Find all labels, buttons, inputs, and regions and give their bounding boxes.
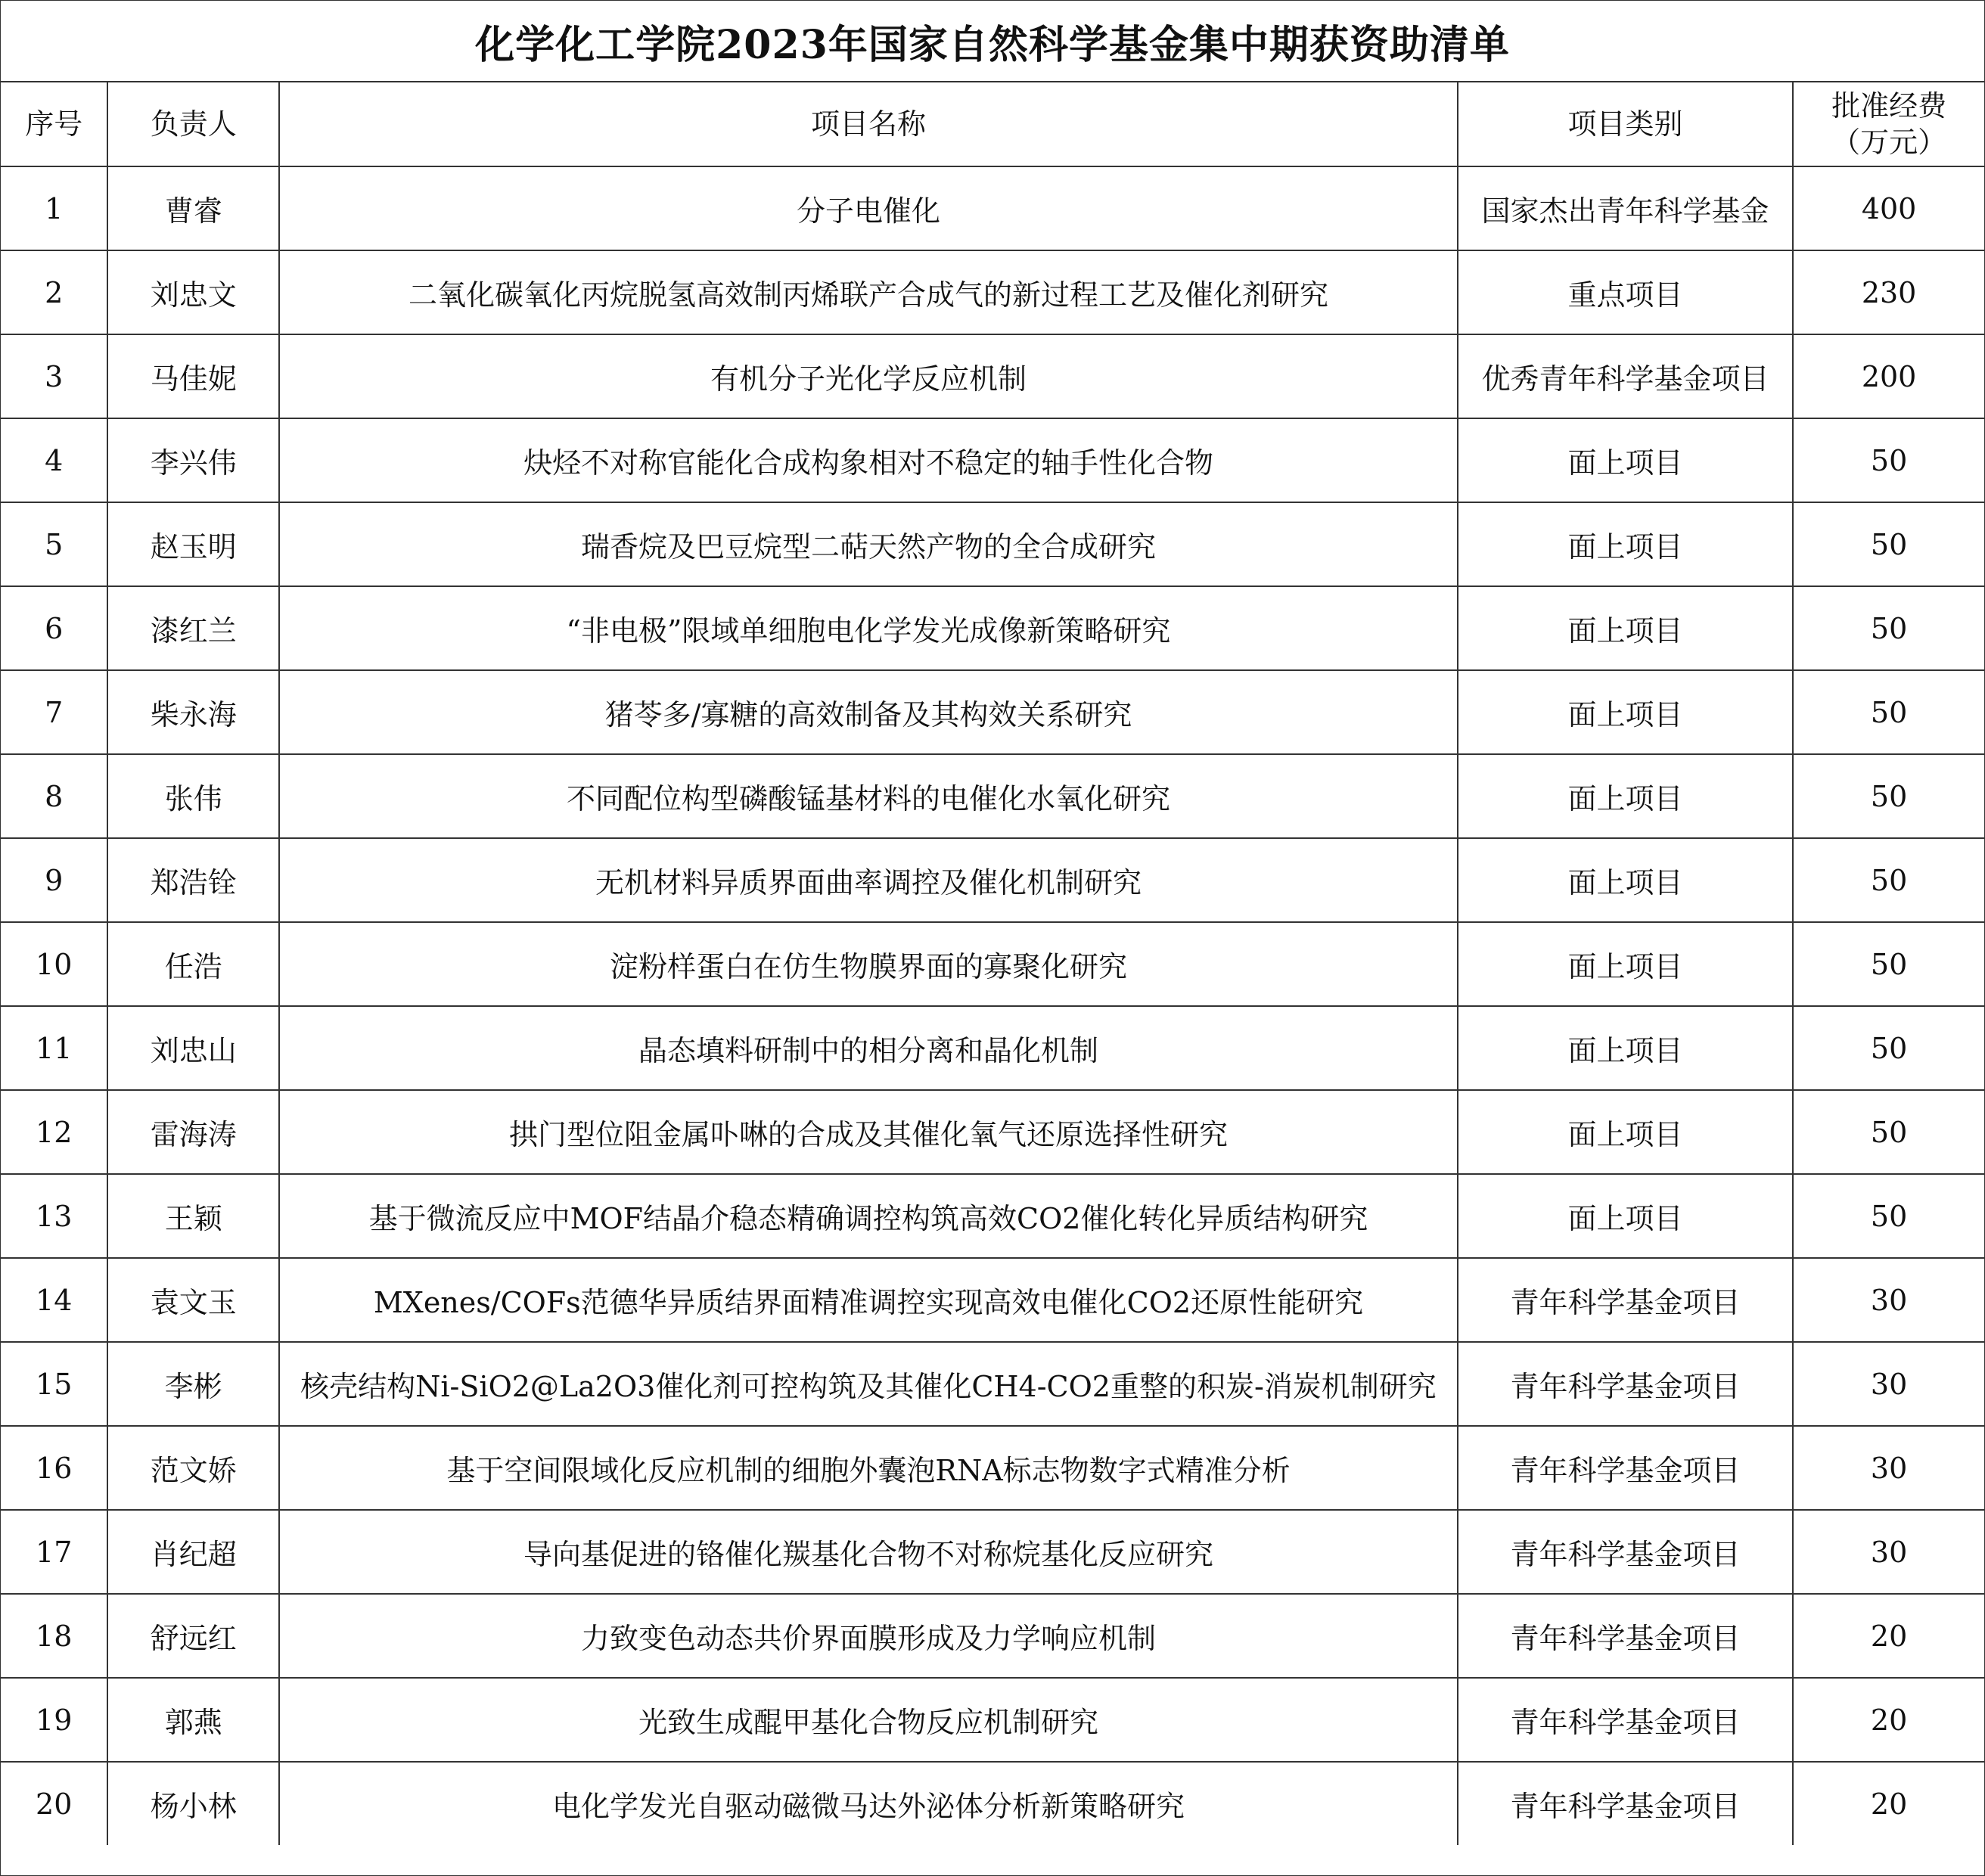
cell-category: 青年科学基金项目 [1458, 1342, 1793, 1426]
cell-project-name: 导向基促进的铬催化羰基化合物不对称烷基化反应研究 [279, 1510, 1458, 1594]
cell-fund: 20 [1793, 1594, 1984, 1678]
table-row [1, 1594, 1984, 1678]
cell-person: 李彬 [107, 1342, 279, 1426]
cell-fund: 30 [1793, 1510, 1984, 1594]
cell-no: 9 [1, 838, 107, 922]
cell-person: 袁文玉 [107, 1258, 279, 1342]
cell-person: 郭燕 [107, 1678, 279, 1762]
cell-no: 8 [1, 754, 107, 838]
table-row [1, 922, 1984, 1006]
cell-fund: 50 [1793, 1006, 1984, 1090]
cell-category: 面上项目 [1458, 586, 1793, 670]
cell-project-name: 炔烃不对称官能化合成构象相对不稳定的轴手性化合物 [279, 418, 1458, 502]
cell-category: 面上项目 [1458, 922, 1793, 1006]
cell-fund: 50 [1793, 838, 1984, 922]
cell-no: 12 [1, 1090, 107, 1174]
cell-fund: 30 [1793, 1258, 1984, 1342]
cell-project-name: MXenes/COFs范德华异质结界面精准调控实现高效电催化CO2还原性能研究 [279, 1258, 1458, 1342]
cell-project-name: 有机分子光化学反应机制 [279, 334, 1458, 418]
cell-project-name: 淀粉样蛋白在仿生物膜界面的寡聚化研究 [279, 922, 1458, 1006]
table-row [1, 1174, 1984, 1258]
cell-no: 11 [1, 1006, 107, 1090]
cell-fund: 400 [1793, 166, 1984, 250]
cell-no: 17 [1, 1510, 107, 1594]
cell-person: 舒远红 [107, 1594, 279, 1678]
cell-category: 面上项目 [1458, 838, 1793, 922]
table-row [1, 166, 1984, 250]
cell-person: 马佳妮 [107, 334, 279, 418]
table-row [1, 838, 1984, 922]
cell-no: 16 [1, 1426, 107, 1510]
cell-project-name: 核壳结构Ni-SiO2@La2O3催化剂可控构筑及其催化CH4-CO2重整的积炭-消炭机制研究 [279, 1342, 1458, 1426]
cell-category: 面上项目 [1458, 1174, 1793, 1258]
table-row [1, 1258, 1984, 1342]
cell-project-name: 基于空间限域化反应机制的细胞外囊泡RNA标志物数字式精准分析 [279, 1426, 1458, 1510]
cell-fund: 50 [1793, 754, 1984, 838]
table-body [1, 166, 1984, 1845]
header-category: 项目类别 [1458, 82, 1793, 166]
cell-no: 1 [1, 166, 107, 250]
cell-category: 青年科学基金项目 [1458, 1762, 1793, 1845]
cell-fund: 50 [1793, 922, 1984, 1006]
table-row [1, 1342, 1984, 1426]
cell-fund: 200 [1793, 334, 1984, 418]
table-row [1, 1678, 1984, 1762]
cell-category: 面上项目 [1458, 1006, 1793, 1090]
cell-project-name: 晶态填料研制中的相分离和晶化机制 [279, 1006, 1458, 1090]
cell-no: 13 [1, 1174, 107, 1258]
table-row [1, 250, 1984, 334]
cell-person: 张伟 [107, 754, 279, 838]
table-row [1, 1426, 1984, 1510]
cell-no: 2 [1, 250, 107, 334]
cell-no: 7 [1, 670, 107, 754]
cell-no: 19 [1, 1678, 107, 1762]
cell-person: 李兴伟 [107, 418, 279, 502]
cell-fund: 50 [1793, 502, 1984, 586]
cell-no: 10 [1, 922, 107, 1006]
cell-fund: 30 [1793, 1426, 1984, 1510]
cell-no: 20 [1, 1762, 107, 1845]
cell-fund: 230 [1793, 250, 1984, 334]
cell-category: 面上项目 [1458, 418, 1793, 502]
table-row [1, 418, 1984, 502]
header-fund [1793, 82, 1984, 166]
cell-project-name: 光致生成醌甲基化合物反应机制研究 [279, 1678, 1458, 1762]
cell-no: 5 [1, 502, 107, 586]
cell-category: 面上项目 [1458, 754, 1793, 838]
cell-person: 雷海涛 [107, 1090, 279, 1174]
cell-category: 青年科学基金项目 [1458, 1510, 1793, 1594]
cell-category: 国家杰出青年科学基金 [1458, 166, 1793, 250]
cell-person: 柴永海 [107, 670, 279, 754]
cell-project-name: 不同配位构型磷酸锰基材料的电催化水氧化研究 [279, 754, 1458, 838]
cell-person: 刘忠山 [107, 1006, 279, 1090]
header-fund-unit: （万元） [1831, 126, 1947, 159]
cell-category: 面上项目 [1458, 502, 1793, 586]
cell-person: 王颖 [107, 1174, 279, 1258]
table-row [1, 1510, 1984, 1594]
cell-project-name: 瑞香烷及巴豆烷型二萜天然产物的全合成研究 [279, 502, 1458, 586]
header-person: 负责人 [107, 82, 279, 166]
cell-project-name: 二氧化碳氧化丙烷脱氢高效制丙烯联产合成气的新过程工艺及催化剂研究 [279, 250, 1458, 334]
cell-category: 面上项目 [1458, 670, 1793, 754]
funding-table [1, 82, 1984, 1845]
cell-project-name: “非电极”限域单细胞电化学发光成像新策略研究 [279, 586, 1458, 670]
cell-fund: 30 [1793, 1342, 1984, 1426]
cell-project-name: 猪苓多/寡糖的高效制备及其构效关系研究 [279, 670, 1458, 754]
table-row [1, 502, 1984, 586]
cell-person: 赵玉明 [107, 502, 279, 586]
cell-no: 3 [1, 334, 107, 418]
table-row [1, 1090, 1984, 1174]
cell-fund: 50 [1793, 418, 1984, 502]
cell-category: 面上项目 [1458, 1090, 1793, 1174]
cell-category: 青年科学基金项目 [1458, 1426, 1793, 1510]
header-fund-label: 批准经费 [1831, 89, 1947, 123]
cell-project-name: 分子电催化 [279, 166, 1458, 250]
cell-person: 曹睿 [107, 166, 279, 250]
cell-person: 范文娇 [107, 1426, 279, 1510]
cell-no: 18 [1, 1594, 107, 1678]
cell-project-name: 基于微流反应中MOF结晶介稳态精确调控构筑高效CO2催化转化异质结构研究 [279, 1174, 1458, 1258]
cell-project-name: 力致变色动态共价界面膜形成及力学响应机制 [279, 1594, 1458, 1678]
header-row [1, 82, 1984, 166]
page-title: 化学化工学院2023年国家自然科学基金集中期获资助清单 [1, 1, 1984, 82]
table-row [1, 670, 1984, 754]
cell-fund: 50 [1793, 586, 1984, 670]
cell-person: 杨小林 [107, 1762, 279, 1845]
cell-person: 漆红兰 [107, 586, 279, 670]
cell-person: 郑浩铨 [107, 838, 279, 922]
cell-project-name: 拱门型位阻金属卟啉的合成及其催化氧气还原选择性研究 [279, 1090, 1458, 1174]
cell-no: 15 [1, 1342, 107, 1426]
cell-project-name: 电化学发光自驱动磁微马达外泌体分析新策略研究 [279, 1762, 1458, 1845]
header-no: 序号 [1, 82, 107, 166]
cell-fund: 50 [1793, 1090, 1984, 1174]
table-row [1, 1006, 1984, 1090]
cell-fund: 20 [1793, 1762, 1984, 1845]
cell-category: 青年科学基金项目 [1458, 1258, 1793, 1342]
header-project-name: 项目名称 [279, 82, 1458, 166]
cell-fund: 50 [1793, 670, 1984, 754]
table-row [1, 754, 1984, 838]
cell-category: 优秀青年科学基金项目 [1458, 334, 1793, 418]
cell-category: 青年科学基金项目 [1458, 1678, 1793, 1762]
cell-person: 刘忠文 [107, 250, 279, 334]
cell-no: 14 [1, 1258, 107, 1342]
cell-no: 6 [1, 586, 107, 670]
cell-fund: 20 [1793, 1678, 1984, 1762]
table-row [1, 586, 1984, 670]
table-row [1, 334, 1984, 418]
table-row [1, 1762, 1984, 1845]
cell-person: 肖纪超 [107, 1510, 279, 1594]
cell-project-name: 无机材料异质界面曲率调控及催化机制研究 [279, 838, 1458, 922]
cell-person: 任浩 [107, 922, 279, 1006]
cell-category: 青年科学基金项目 [1458, 1594, 1793, 1678]
cell-fund: 50 [1793, 1174, 1984, 1258]
cell-no: 4 [1, 418, 107, 502]
table-header [1, 82, 1984, 166]
cell-category: 重点项目 [1458, 250, 1793, 334]
